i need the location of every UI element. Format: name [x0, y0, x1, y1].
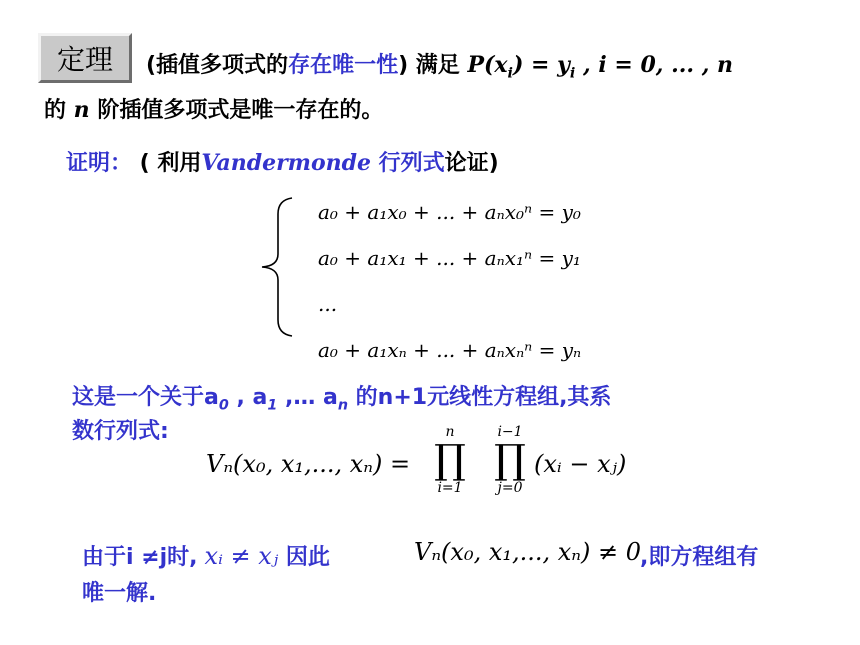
line2-rest: 阶插值多项式是唯一存在的。	[89, 98, 384, 123]
explanation-line1	[72, 380, 611, 413]
method-text: 行列式	[371, 151, 445, 176]
outer-product	[428, 424, 472, 496]
conclusion-suffix: ,即方程组有	[640, 545, 759, 570]
conclusion-prefix: 由于i ≠j时,	[82, 545, 198, 570]
inner-lower-limit: j=0	[497, 480, 523, 496]
condition-p: P(x	[467, 52, 508, 78]
explanation-line2: 数行列式:	[72, 419, 169, 444]
conclusion-therefore: 因此	[278, 545, 330, 570]
determinant-lhs: Vₙ(x₀, x₁,..., xₙ) =	[206, 450, 411, 478]
theorem-statement-line2	[44, 93, 383, 124]
condition-sub-i2: i	[569, 65, 576, 82]
index-range: , i = 0, ... , n	[575, 52, 734, 78]
theorem-intro: (插值多项式的	[146, 53, 289, 78]
inner-upper-limit: i−1	[497, 424, 523, 440]
explanation-c: ,… a	[277, 385, 338, 410]
proof-line	[66, 146, 499, 177]
conclusion-cond: xᵢ ≠ xⱼ	[204, 542, 279, 570]
determinant-factor: (xᵢ − xⱼ)	[534, 450, 627, 478]
left-brace-icon	[256, 196, 296, 338]
conclusion-vformula: Vₙ(x₀, x₁,..., xₙ) ≠ 0	[414, 538, 642, 566]
sub-1: 1	[267, 397, 278, 414]
theorem-statement-line1	[146, 48, 733, 81]
line2-prefix: 的	[44, 98, 74, 123]
equation-ellipsis: ...	[318, 292, 338, 316]
method-end: 论证)	[444, 151, 499, 176]
condition-sub-i: i	[507, 65, 513, 82]
outer-lower-limit: i=1	[437, 480, 463, 496]
conclusion-line2: 唯一解.	[82, 581, 157, 606]
proof-paren: ( 利用	[132, 151, 202, 176]
explanation-b: , a	[228, 385, 268, 410]
inner-product-symbol: ∏	[494, 437, 526, 483]
sub-n: n	[337, 397, 349, 414]
equation-row-0: a₀ + a₁x₀ + ... + aₙx₀ⁿ = y₀	[318, 200, 581, 224]
equation-row-n: a₀ + a₁xₙ + ... + aₙxₙⁿ = yₙ	[318, 338, 582, 362]
equation-row-1: a₀ + a₁x₁ + ... + aₙx₁ⁿ = y₁	[318, 246, 581, 270]
explanation-a: 这是一个关于a	[72, 385, 219, 410]
theorem-mid: ) 满足	[398, 53, 468, 78]
theorem-label: 定理	[38, 33, 132, 83]
theorem-highlight: 存在唯一性	[288, 53, 399, 78]
outer-product-symbol: ∏	[434, 437, 466, 483]
vandermonde-text: Vandermonde	[201, 150, 371, 176]
sub-0: 0	[218, 397, 229, 414]
inner-product	[488, 424, 532, 496]
condition-rest: ) = y	[512, 52, 570, 78]
proof-label: 证明：	[66, 151, 133, 176]
line2-n: n	[73, 97, 90, 123]
outer-upper-limit: n	[445, 424, 455, 440]
explanation-d: 的n+1元线性方程组,其系	[348, 385, 612, 410]
conclusion-line1	[82, 540, 330, 571]
